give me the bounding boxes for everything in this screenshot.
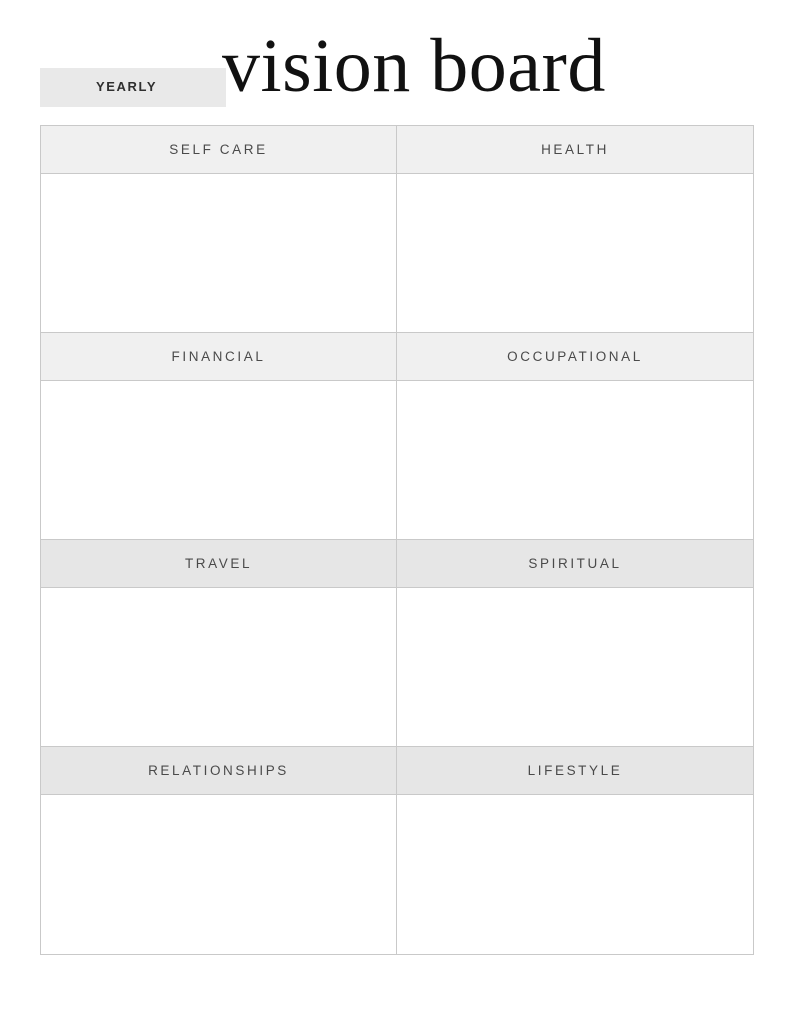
section-body-lifestyle[interactable] (397, 795, 753, 954)
spiritual-input[interactable] (397, 588, 753, 746)
occupational-input[interactable] (397, 381, 753, 539)
section-label: SPIRITUAL (528, 556, 622, 571)
section-body-occupational[interactable] (397, 381, 753, 540)
section-body-row-1 (41, 174, 753, 333)
section-body-self-care[interactable] (41, 174, 397, 333)
section-label: TRAVEL (184, 556, 253, 571)
financial-input[interactable] (41, 381, 396, 539)
section-header-health (397, 126, 753, 174)
section-body-health[interactable] (397, 174, 753, 333)
page-header (40, 0, 754, 120)
health-input[interactable] (397, 174, 753, 332)
travel-input[interactable] (41, 588, 396, 746)
section-body-relationships[interactable] (41, 795, 397, 954)
section-header-travel (41, 540, 397, 588)
vision-board-grid (40, 125, 754, 955)
section-body-row-4 (41, 795, 753, 954)
section-header-self-care (41, 126, 397, 174)
section-header-row-3 (41, 540, 753, 588)
section-header-relationships (41, 747, 397, 795)
section-body-row-2 (41, 381, 753, 540)
yearly-tag (40, 68, 226, 107)
section-body-spiritual[interactable] (397, 588, 753, 747)
section-body-travel[interactable] (41, 588, 397, 747)
section-label: HEALTH (541, 142, 609, 157)
section-label: FINANCIAL (171, 349, 266, 364)
relationships-input[interactable] (41, 795, 396, 954)
section-body-row-3 (41, 588, 753, 747)
lifestyle-input[interactable] (397, 795, 753, 954)
section-header-lifestyle (397, 747, 753, 795)
yearly-tag-label: YEARLY (96, 79, 158, 94)
section-header-spiritual (397, 540, 753, 588)
section-header-row-4 (41, 747, 753, 795)
section-label: OCCUPATIONAL (507, 349, 643, 364)
self-care-input[interactable] (41, 174, 396, 332)
section-header-financial (41, 333, 397, 381)
section-label: LIFESTYLE (527, 763, 623, 778)
section-label: RELATIONSHIPS (148, 763, 289, 778)
section-body-financial[interactable] (41, 381, 397, 540)
section-header-row-1 (41, 126, 753, 174)
section-header-row-2 (41, 333, 753, 381)
page-title: vision board (222, 24, 606, 108)
section-header-occupational (397, 333, 753, 381)
section-label: SELF CARE (169, 142, 268, 157)
